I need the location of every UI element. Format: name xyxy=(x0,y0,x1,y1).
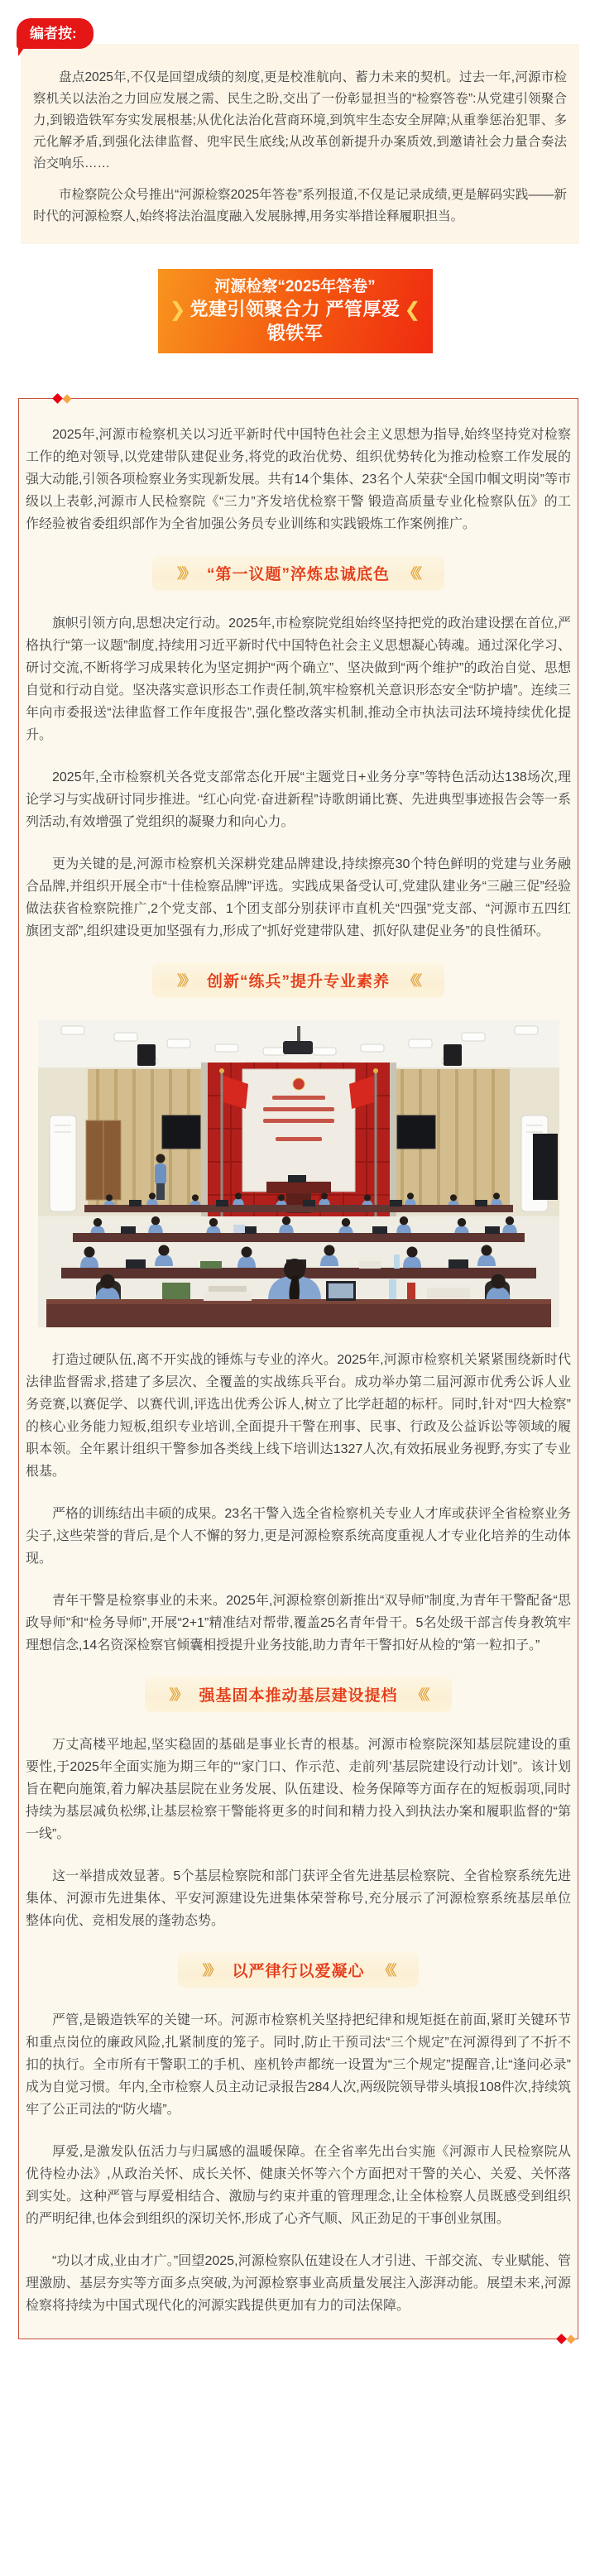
editor-paragraph: 市检察院公众号推出“河源检察2025年答卷”系列报道,不仅是记录成绩,更是解码实践——新时代的河源检察人,始终将法治温度融入发展脉搏,用务实举措诠释履职担当。 xyxy=(33,188,567,223)
body-paragraph: 这一举措成效显著。5个基层检察院和部门获评全省先进基层检察院、全省检察系统先进集体、河源市先进集体、平安河源建设先进集体荣誉称号,充分展示了河源检察系统基层单位整体向优、竞相发展的蓬勃态势。 xyxy=(26,1869,571,1928)
body-paragraph: “功以才成,业由才广。”回望2025,河源检察队伍建设在人才引进、干部交流、专业赋能、管理激励、基层夯实等方面多点突破,为河源检察事业高质量发展注入澎湃动能。展望未来,河源检察将持续为中国式现代化的河源实践提供更加有力的司法保障。 xyxy=(26,2254,571,2313)
body-paragraph: 打造过硬队伍,离不开实战的锤炼与专业的淬火。2025年,河源市检察机关紧紧围绕新时代法律监督需求,搭建了多层次、全覆盖的实战练兵平台。成功举办第二届河源市优秀公诉人业务竞赛,以赛促学、以赛代训,评选出优秀公诉人,树立了比学赶超的标杆。同时,针对“四大检察”的核心业务能力短板,组织专业培训,全面提升干警在刑事、民事、行政及公益诉讼等领域的履职本领。全年累计组织干警参加各类线上线下培训达1327人次,有效拓展业务视野,夯实了专业根基。 xyxy=(26,1353,571,1479)
section-heading-text: 强基固本推动基层建设提档 xyxy=(199,1687,398,1705)
chevron-right-icon: ❯ xyxy=(169,299,186,322)
heading-left-mark-icon: 》》 xyxy=(169,1687,186,1703)
editor-note-box xyxy=(21,44,579,244)
heading-right-mark-icon: 《《 xyxy=(410,1687,428,1703)
body-paragraph: 旗帜引领方向,思想决定行动。2025年,市检察院党组始终坚持把党的政治建设摆在首位,严格执行“第一议题”制度,持续用习近平新时代中国特色社会主义思想凝心铸魂。通过深化学习、研讨交流,不断将学习成果转化为坚定拥护“两个确立”、坚决做到“两个维护”的政治自觉、思想自觉和行动自觉。坚决落实意识形态工作责任制,筑牢检察机关意识形态安全“防护墙”。连续三年向市委报送“法律监督工作年度报告”,强化整改落实机制,推动全市执法司法环境持续优化提升。 xyxy=(26,616,571,742)
heading-left-mark-icon: 》》 xyxy=(202,1963,219,1979)
section-heading-text: 以严律行以爱凝心 xyxy=(232,1963,365,1980)
article-page xyxy=(0,26,590,2367)
body-paragraph: 严管,是锻造铁军的关键一环。河源市检察机关坚持把纪律和规矩挺在前面,紧盯关键环节和重点岗位的廉政风险,扎紧制度的笼子。同时,防止干预司法“三个规定”在河源得到了不折不扣的执行。全市所有干警职工的手机、座机铃声都统一设置为“三个规定”提醒音,让“逢问必录”成为自觉习惯。年内,全市检察人员主动记录报告284人次,两级院领导带头填报108件次,持续筑牢了公正司法的“防火墙”。 xyxy=(26,2013,571,2117)
editor-note xyxy=(21,26,579,244)
banner-series-title: 河源检察“2025年答卷” xyxy=(214,278,376,295)
heading-right-mark-icon: 《《 xyxy=(403,973,420,989)
section-heading-discipline xyxy=(26,1952,571,1988)
corner-diamond-icon xyxy=(54,395,70,402)
section-heading-text: “第一议题”淬炼忠诚底色 xyxy=(206,566,390,583)
section-heading-first-topic xyxy=(26,555,571,591)
chevron-left-icon: ❮ xyxy=(404,299,421,322)
body-paragraph: 更为关键的是,河源市检察机关深耕党建品牌建设,持续擦亮30个特色鲜明的党建与业务融合品牌,并组织开展全市“十佳检察品牌”评选。实践成果备受认可,党建队建业务“三融三促”经验做法获省检察院推广,2个党支部、1个团支部分别获评市直机关“四强”党支部、“河源市五四红旗团支部”,组织建设更加坚强有力,形成了“抓好党建带队建、抓好队建促业务”的良性循环。 xyxy=(26,857,571,938)
corner-diamond-icon xyxy=(558,2335,574,2343)
heading-right-mark-icon: 《《 xyxy=(377,1963,395,1979)
body-paragraph: 2025年,全市检察机关各党支部常态化开展“主题党日+业务分享”等特色活动达138场次,理论学习与实战研讨同步推进。“红心向党·奋进新程”诗歌朗诵比赛、先进典型事迹报告会等一系列活动,有效增强了党组织的凝聚力和向心力。 xyxy=(26,770,571,829)
heading-left-mark-icon: 》》 xyxy=(177,973,194,989)
body-paragraph: 严格的训练结出丰硕的成果。23名干警入选全省检察机关专业人才库或获评全省检察业务尖子,这些荣誉的背后,是个人不懈的努力,更是河源检察系统高度重视人才专业化培养的生动体现。 xyxy=(26,1507,571,1566)
article-body-box xyxy=(18,398,578,2339)
banner-article-title: 党建引领聚合力 严管厚爱锻铁军 xyxy=(189,299,401,343)
editor-paragraph: 盘点2025年,不仅是回望成绩的刻度,更是校准航向、蓄力未来的契机。过去一年,河源市检察机关以法治之力回应发展之需、民生之盼,交出了一份彰显担当的“检察答卷”:从党建引领聚合力,到锻造铁军夯实发展根基;从优化法治化营商环境,到筑牢生态安全屏障;从重拳惩治犯罪、多元化解矛盾,到强化法律监督、兜牢民生底线;从改革创新提升办案质效,到邀请社会力量合奏法治交响乐…… xyxy=(33,70,567,170)
heading-left-mark-icon: 》》 xyxy=(177,566,194,582)
title-banner xyxy=(158,269,433,353)
section-heading-training xyxy=(26,962,571,998)
section-heading-text: 创新“练兵”提升专业素养 xyxy=(206,973,390,991)
editor-note-badge: 编者按: xyxy=(17,18,94,49)
intro-paragraph: 2025年,河源市检察机关以习近平新时代中国特色社会主义思想为指导,始终坚持党对检察工作的绝对领导,以党建带队建促业务,将党的政治优势、组织优势转化为推动检察工作发展的强大动能,引领各项检察业务实现新发展。共有14个集体、23名个人荣获“全国巾帼文明岗”等市级以上表彰,河源市人民检察院《“三力”齐发培优检察干警 锻造高质量专业化检察队伍》的工作经验被省委组织部作为全省加强公务员专业训练和实践锻炼工作案例推广。 xyxy=(26,428,571,531)
body-paragraph: 万丈高楼平地起,坚实稳固的基础是事业长青的根基。河源市检察院深知基层院建设的重要性,于2025年全面实施为期三年的“‘家门口、作示范、走前列’基层院建设行动计划”。该计划旨在靶向施策,着力解决基层院在业务发展、队伍建设、检务保障等方面存在的短板弱项,同时持续为基层减负松绑,让基层检察干警能将更多的时间和精力投入到执法办案和履职监督的“第一线”。 xyxy=(26,1738,571,1841)
section-heading-grassroots xyxy=(26,1677,571,1712)
training-meeting-photo xyxy=(38,1019,559,1327)
body-paragraph: 青年干警是检察事业的未来。2025年,河源检察创新推出“双导师”制度,为青年干警配备“思政导师”和“检务导师”,开展“2+1”精准结对帮带,覆盖25名青年骨干。5名处级干部言传身教筑牢理想信念,14名资深检察官倾囊相授提升业务技能,助力青年干警扣好从检的“第一粒扣子。” xyxy=(26,1594,571,1653)
body-paragraph: 厚爱,是激发队伍活力与归属感的温暖保障。在全省率先出台实施《河源市人民检察院从优待检办法》,从政治关怀、成长关怀、健康关怀等六个方面把对干警的关心、关爱、关怀落到实处。这种严管与厚爱相结合、激励与约束并重的管理理念,让全体检察人员既感受到组织的严明纪律,也体会到组织的深切关怀,形成了心齐气顺、风正劲足的干事创业氛围。 xyxy=(26,2145,571,2226)
heading-right-mark-icon: 《《 xyxy=(403,566,420,582)
